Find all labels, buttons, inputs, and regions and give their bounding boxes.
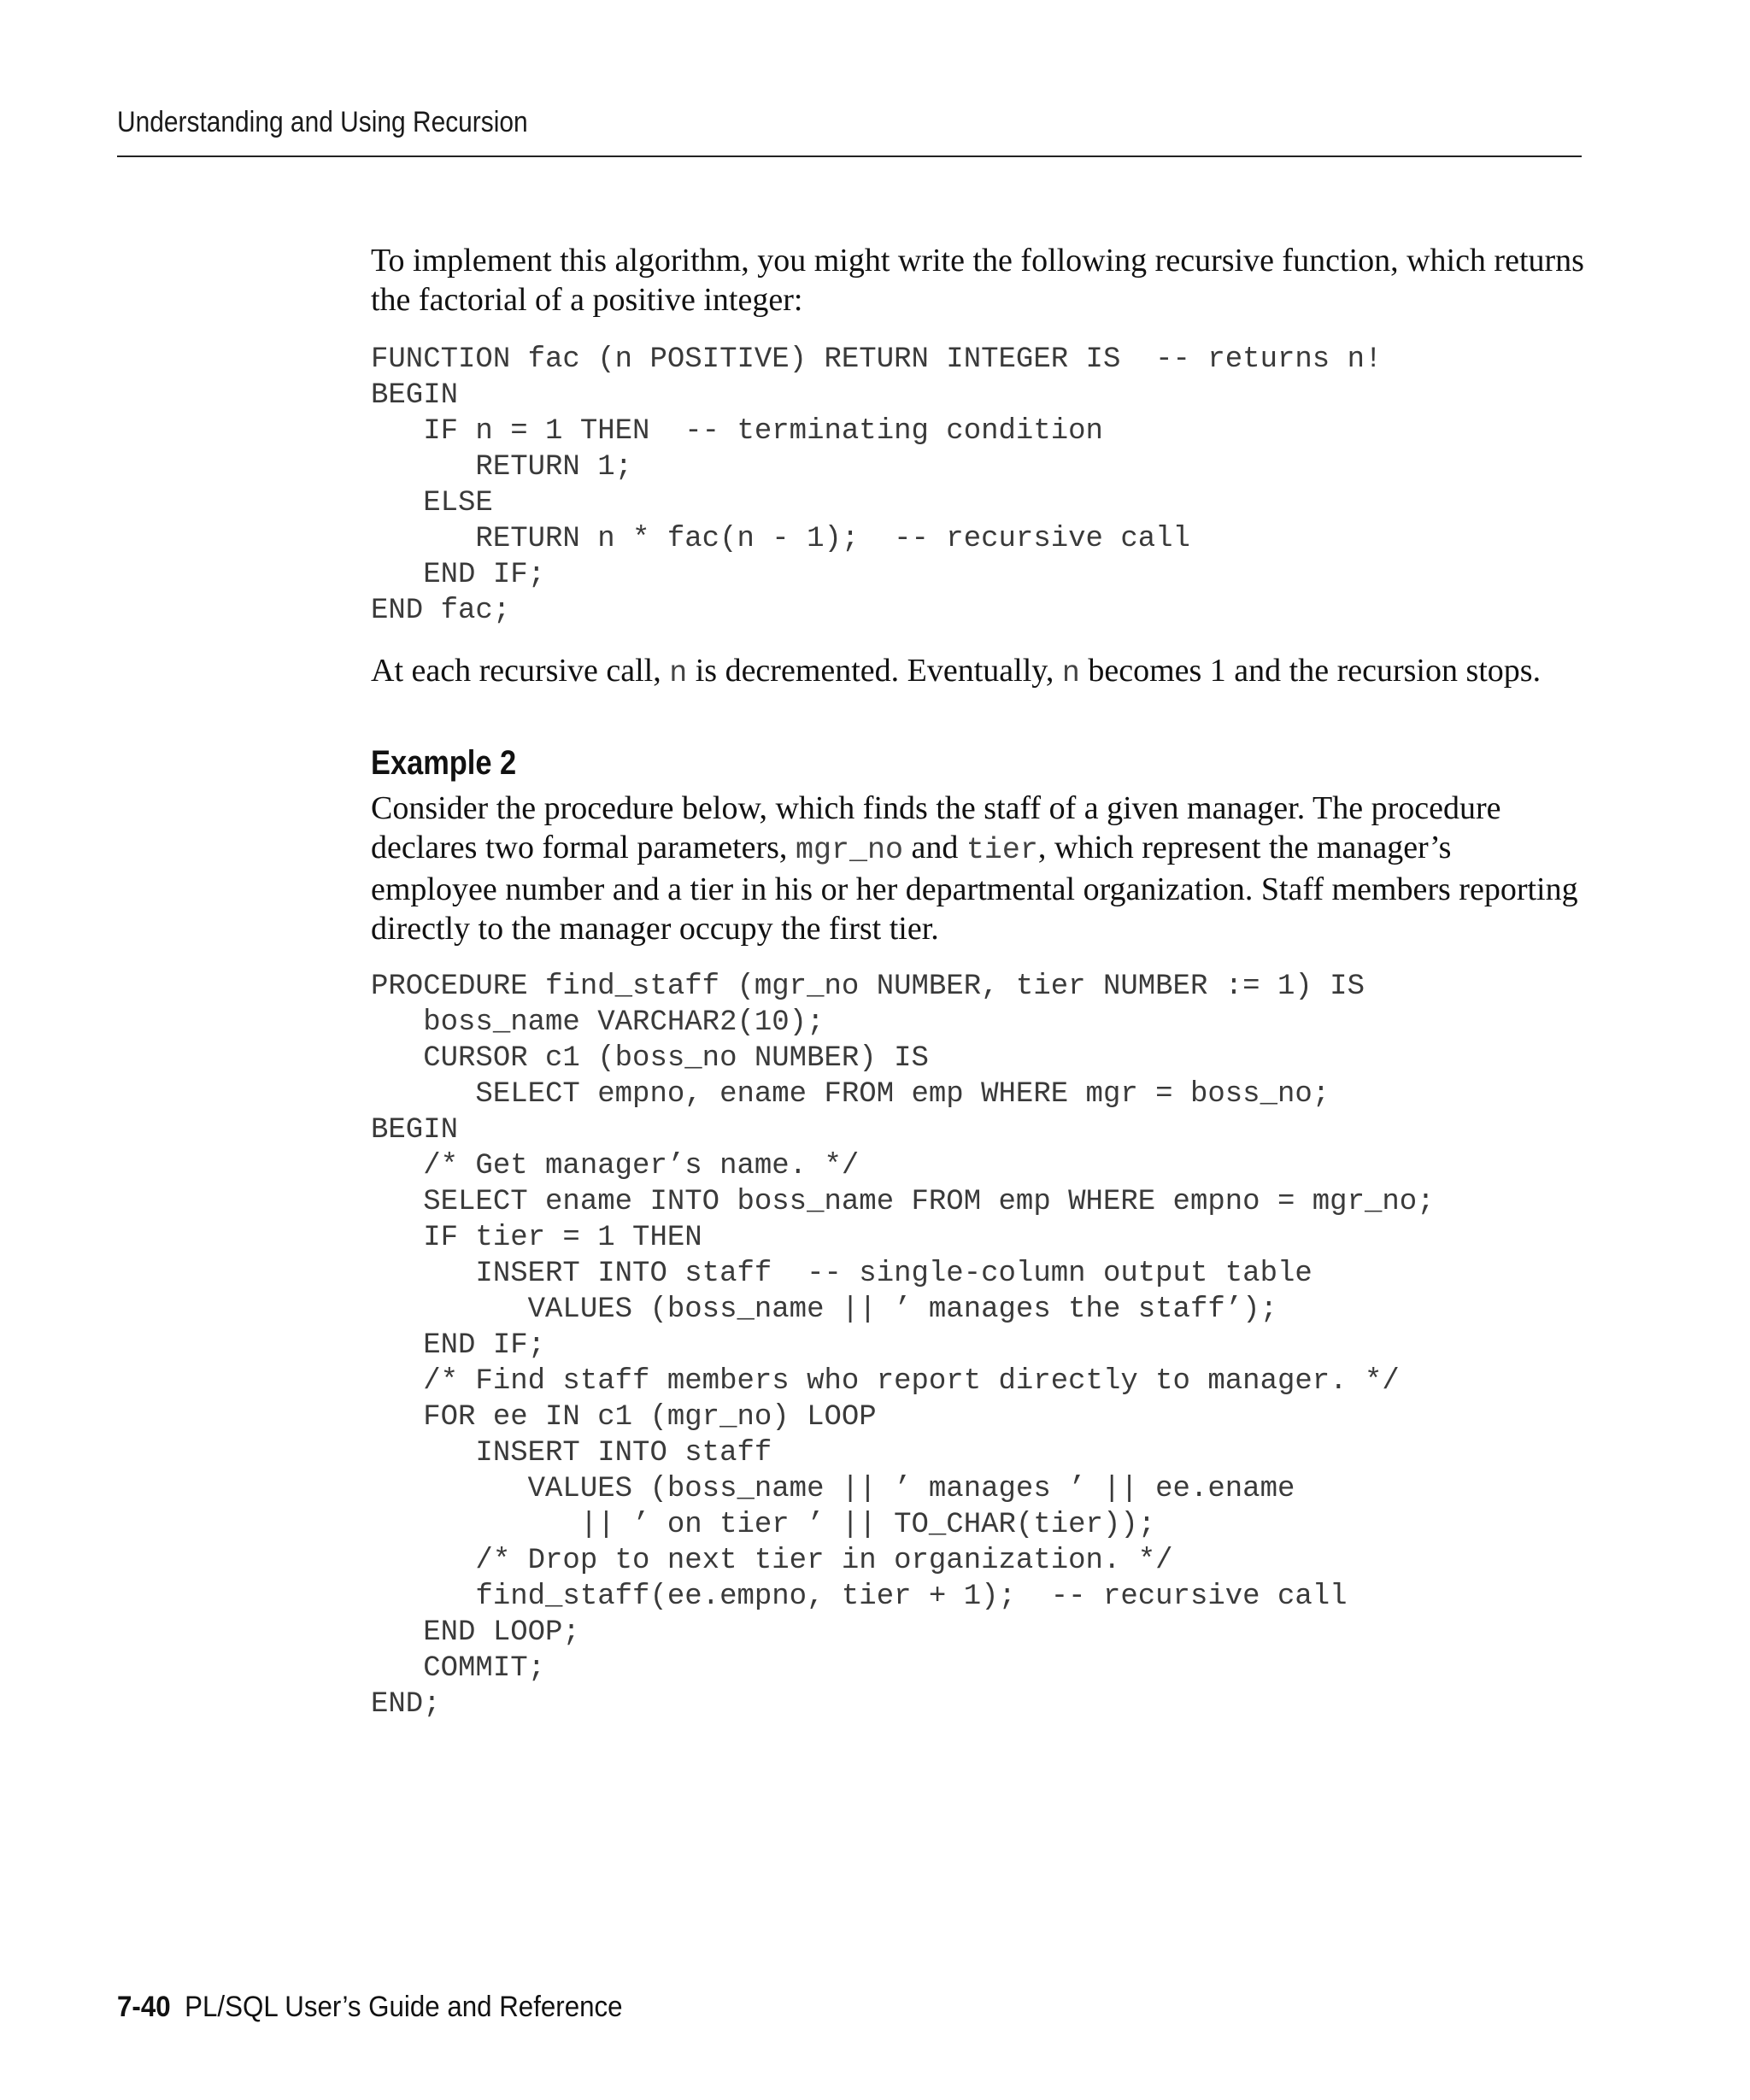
example-2-heading: Example 2	[371, 744, 517, 782]
factorial-code-block: FUNCTION fac (n POSITIVE) RETURN INTEGER IS -- returns n! BEGIN IF n = 1 THEN -- terminating condition RETURN 1; ELSE RETURN n * fac(n - 1); -- recursive call END IF; END fac;	[371, 343, 1383, 627]
inline-code-mgr-no: mgr_no	[795, 833, 903, 867]
find-staff-code-block: PROCEDURE find_staff (mgr_no NUMBER, tier NUMBER := 1) IS boss_name VARCHAR2(10); CURSOR c1 (boss_no NUMBER) IS SELECT empno, ename FROM emp WHERE mgr = boss_no; BEGIN /* Get manager’s name. */ SELECT ename INTO boss_name FROM emp WHERE empno = mgr_no; IF tier = 1 THEN INSERT INTO staff -- single-column output table VALUES (boss_name || ’ manages the staff’); END IF; /* Find staff members who report directly to manager. */ FOR ee IN c1 (mgr_no) LOOP INSERT INTO staff VALUES (boss_name || ’ manages ’ || ee.ename || ’ on tier ’ || TO_CHAR(tier)); /* Drop to next tier in organization. */ find_staff(ee.empno, tier + 1); -- recursive call END LOOP; COMMIT; END;	[371, 971, 1435, 1721]
text-segment: , which represent the manager’s employee number and a tier in his or her departmental organization. Staff members reporting directly to the manager occupy the first tier.	[371, 830, 1578, 947]
text-segment: Consider the procedure below, which finds the staff of a given manager. The procedure declares two formal parameters,	[371, 790, 1501, 865]
inline-code-tier: tier	[966, 833, 1038, 867]
header-rule	[117, 155, 1582, 157]
example-2-paragraph	[371, 789, 1584, 948]
intro-paragraph: To implement this algorithm, you might write the following recursive function, which returns the factorial of a positive integer:	[371, 243, 1584, 318]
book-title: PL/SQL User’s Guide and Reference	[185, 1991, 623, 2023]
running-header-title: Understanding and Using Recursion	[117, 106, 528, 138]
recursion-explanation-paragraph	[371, 651, 1584, 693]
inline-code-n: n	[1061, 656, 1080, 690]
text-segment: and	[902, 830, 966, 865]
inline-code-n: n	[669, 656, 688, 690]
text-segment: is decremented. Eventually,	[687, 653, 1062, 689]
text-segment: At each recursive call,	[371, 653, 670, 689]
page-number: 7-40	[117, 1991, 171, 2023]
page-footer	[117, 1991, 623, 2024]
text-segment: becomes 1 and the recursion stops.	[1079, 653, 1542, 689]
main-content	[371, 241, 1584, 1722]
